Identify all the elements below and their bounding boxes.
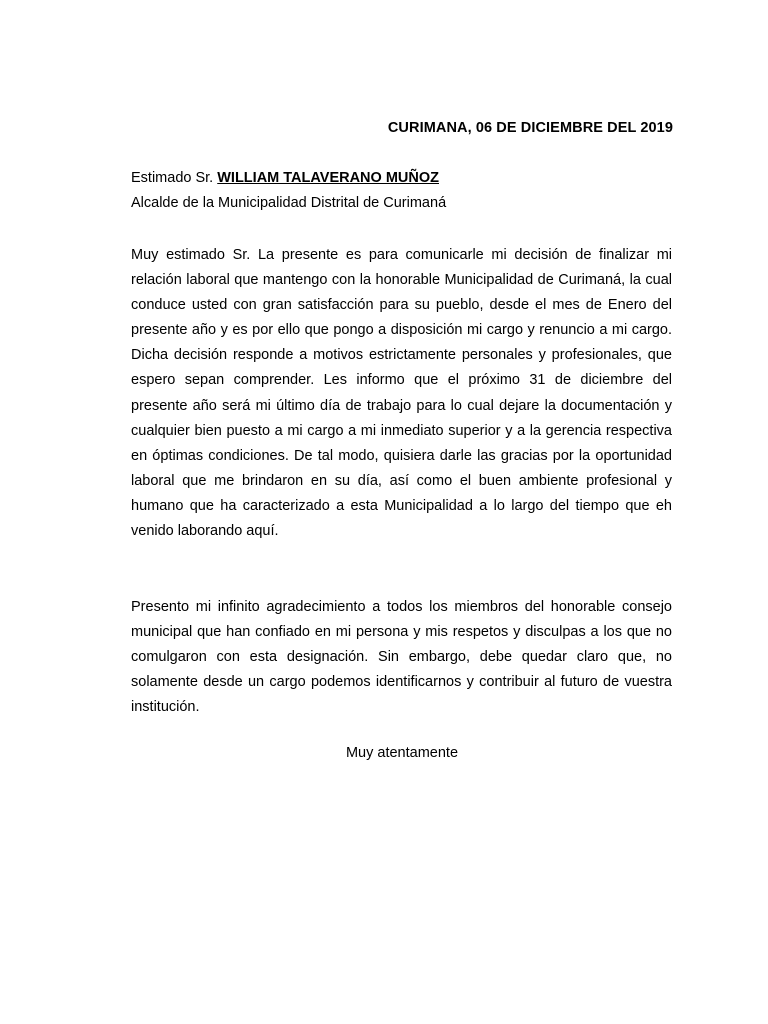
letter-greeting bbox=[131, 170, 439, 186]
recipient-position: Alcalde de la Municipalidad Distrital de Curimaná bbox=[131, 195, 447, 211]
body-paragraph-2: Presento mi infinito agradecimiento a todos los miembros del honorable consejo municipal que han confiado en mi persona y mis respetos y disculpas a los que no comulgaron con esta designación. Sin embargo, debe quedar claro que, no solamente desde un cargo podemos identificarnos y contribuir al futuro de vuestra institución. bbox=[131, 599, 672, 716]
letter-date: CURIMANA, 06 DE DICIEMBRE DEL 2019 bbox=[387, 120, 673, 136]
greeting-prefix: Estimado Sr. bbox=[131, 170, 214, 186]
body-paragraph-1: Muy estimado Sr. La presente es para comunicarle mi decisión de finalizar mi relación laboral que mantengo con la honorable Municipalidad de Curimaná, la cual conduce usted con gran satisfacción para su pueblo, desde el mes de Enero del presente año y es por ello que pongo a disposición mi cargo y renuncio a mi cargo. Dicha decisión responde a motivos estrictamente personales y profesionales, que espero sepan comprender. Les informo que el próximo 31 de diciembre del presente año será mi último día de trabajo para lo cual dejare la documentación y cualquier bien puesto a mi cargo a mi inmediato superior y a la gerencia respectiva en óptimas condiciones. De tal modo, quisiera darle las gracias por la oportunidad laboral que me brindaron en su día, así como el buen ambiente profesional y humano que ha caracterizado a esta Municipalidad a lo largo del tiempo que eh venido laborando aquí. bbox=[131, 247, 672, 540]
letter-closing: Muy atentamente bbox=[345, 745, 459, 761]
recipient-name: WILLIAM TALAVERANO MUÑOZ bbox=[217, 170, 439, 186]
